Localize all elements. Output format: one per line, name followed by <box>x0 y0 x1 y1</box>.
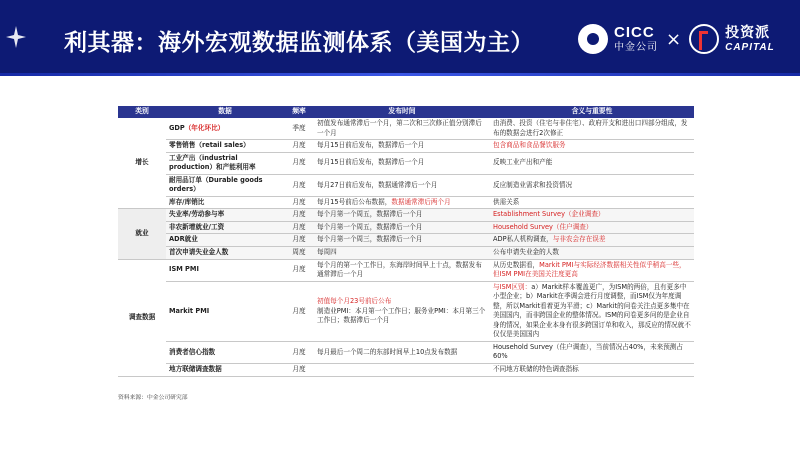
cicc-logo-icon <box>578 24 608 54</box>
indicator-name: 耐用品订单（Durable goods orders） <box>169 175 263 194</box>
meaning-text: ADP私人机构调查， <box>493 235 553 244</box>
release-text: 每月最后一个周二的东部时间早上10点发布数据 <box>317 347 458 356</box>
meaning-cell <box>490 221 694 234</box>
release-text: 每月15号前后公布数据， <box>317 197 392 206</box>
indicator-name-cell <box>166 196 284 209</box>
release-time-cell <box>314 364 490 377</box>
release-text: 每个月第一个周三，数据滞后一个月 <box>317 235 423 244</box>
frequency-cell: 月度 <box>284 140 314 153</box>
meaning-text: 由消费、投资（住宅与非住宅）、政府开支和进出口四部分组成，发布的数据会进行2次修正 <box>493 119 688 137</box>
indicator-name: 零售销售（retail sales） <box>169 141 250 150</box>
meaning-text: Establishment Survey（企业调查） <box>493 210 605 219</box>
category-cell: 增长 <box>118 118 166 209</box>
table-row <box>118 196 694 209</box>
release-text: 每月15日前后发布，数据滞后一个月 <box>317 158 425 167</box>
indicator-name-cell <box>166 234 284 247</box>
meaning-cell <box>490 174 694 196</box>
frequency-cell: 月度 <box>284 152 314 174</box>
release-time-cell <box>314 247 490 260</box>
meaning-cell <box>490 209 694 222</box>
meaning-text: 从历史数据看， <box>493 260 540 269</box>
table-row <box>118 259 694 281</box>
table-row <box>118 341 694 363</box>
indicator-name: Markit PMI <box>169 306 210 315</box>
indicator-name-cell <box>166 221 284 234</box>
release-text: 每周四 <box>317 248 337 257</box>
table-row <box>118 174 694 196</box>
cicc-name-zh: 中金公司 <box>614 42 658 53</box>
release-time-cell <box>314 174 490 196</box>
meaning-cell <box>490 234 694 247</box>
logo-group <box>578 22 775 56</box>
release-time-cell <box>314 209 490 222</box>
meaning-highlight: Markit PMI与实际经济数据相关性似乎稍高一些，但ISM PMI在美国关注度更高 <box>493 260 686 279</box>
header-release-time: 发布时间 <box>314 106 490 118</box>
indicator-name: 地方联储调查数据 <box>169 365 222 374</box>
header-category: 类别 <box>118 106 166 118</box>
meaning-cell <box>490 341 694 363</box>
frequency-cell: 月度 <box>284 364 314 377</box>
indicator-name: 库存/库销比 <box>169 197 205 206</box>
frequency-cell: 月度 <box>284 196 314 209</box>
indicator-name-note: （年化环比） <box>184 123 225 132</box>
indicator-name-cell <box>166 247 284 260</box>
meaning-cell <box>490 118 694 140</box>
frequency-cell: 周度 <box>284 247 314 260</box>
meaning-highlight: 与非农会存在误差 <box>552 235 606 244</box>
release-time-cell <box>314 259 490 281</box>
indicator-name-cell <box>166 152 284 174</box>
table-row <box>118 281 694 341</box>
header-frequency: 频率 <box>284 106 314 118</box>
meaning-cell <box>490 364 694 377</box>
release-text: 每个月第一个周五，数据滞后一个月 <box>317 210 423 219</box>
release-time-cell <box>314 152 490 174</box>
release-time-cell <box>314 196 490 209</box>
indicator-name-cell <box>166 341 284 363</box>
release-text: 每月15日前后发布，数据滞后一个月 <box>317 141 425 150</box>
frequency-cell: 月度 <box>284 259 314 281</box>
meaning-cell <box>490 196 694 209</box>
indicator-name-cell <box>166 174 284 196</box>
release-time-cell <box>314 140 490 153</box>
frequency-cell: 月度 <box>284 341 314 363</box>
capital-name-zh: 投资派 <box>725 24 771 41</box>
capital-logo-icon <box>689 24 719 54</box>
table-body <box>118 118 694 376</box>
release-time-cell <box>314 234 490 247</box>
meaning-cell <box>490 140 694 153</box>
times-symbol: × <box>666 28 682 50</box>
indicator-name-cell <box>166 118 284 140</box>
release-highlight: 数据通常滞后两个月 <box>391 197 451 206</box>
indicator-name-cell <box>166 281 284 341</box>
indicator-name: 消费者信心指数 <box>169 347 216 356</box>
frequency-cell: 月度 <box>284 174 314 196</box>
header-meaning: 含义与重要性 <box>490 106 694 118</box>
meaning-text: Household Survey（住户调查） <box>493 222 593 231</box>
indicator-table-container <box>118 106 694 377</box>
indicator-name-cell <box>166 209 284 222</box>
cicc-logo-text <box>614 25 658 53</box>
meaning-text: Household Survey（住户调查），当前情况占40%，未来预测占60% <box>493 342 683 361</box>
table-header-row <box>118 106 694 118</box>
capital-logo-text <box>725 26 775 53</box>
release-text: 初值发布通常滞后一个月，第二次和三次修正值分别滞后一个月 <box>317 119 482 137</box>
cicc-name-en: CICC <box>614 24 655 41</box>
release-time-cell <box>314 281 490 341</box>
frequency-cell: 月度 <box>284 281 314 341</box>
indicator-name: ADR就业 <box>169 235 198 244</box>
capital-name-en: CAPITAL <box>725 41 775 53</box>
meaning-cell <box>490 152 694 174</box>
indicator-name-cell <box>166 259 284 281</box>
meaning-highlight: 与ISM区别： <box>493 282 532 291</box>
release-text: 每个月的第一个工作日，东海岸时间早上十点，数据发布通常滞后一个月 <box>317 260 482 279</box>
indicator-name: GDP <box>169 123 185 132</box>
table-row <box>118 234 694 247</box>
category-cell: 就业 <box>118 209 166 259</box>
table-row <box>118 152 694 174</box>
release-time-cell <box>314 118 490 140</box>
release-text: 每个月第一个周五，数据滞后一个月 <box>317 222 423 231</box>
release-time-cell <box>314 341 490 363</box>
table-row <box>118 364 694 377</box>
header-banner <box>0 0 800 76</box>
frequency-cell: 季度 <box>284 118 314 140</box>
meaning-cell <box>490 259 694 281</box>
release-time-cell <box>314 221 490 234</box>
table-row <box>118 221 694 234</box>
indicator-name-cell <box>166 140 284 153</box>
release-text: 每月27日前后发布，数据通常滞后一个月 <box>317 180 438 189</box>
meaning-text: 包含商品和食品餐饮服务 <box>493 141 566 150</box>
table-row <box>118 140 694 153</box>
release-text: 制造业PMI：本月第一个工作日；服务业PMI：本月第三个工作日；数据滞后一个月 <box>317 306 486 325</box>
meaning-text: 反应制造业需求和投资情况 <box>493 180 573 189</box>
meaning-text: 供需关系 <box>493 197 520 206</box>
frequency-cell: 月度 <box>284 209 314 222</box>
indicator-name: 首次申请失业金人数 <box>169 248 229 257</box>
release-highlight: 初值每个月23号前后公布 <box>317 296 392 305</box>
meaning-text: 反映工业产出和产能 <box>493 158 553 167</box>
indicator-table <box>118 106 694 377</box>
table-row <box>118 118 694 140</box>
category-cell: 调查数据 <box>118 259 166 376</box>
meaning-text: 不同地方联储的特色调查指标 <box>493 365 579 374</box>
slide-title: 利其器：海外宏观数据监测体系（美国为主） <box>64 30 534 56</box>
header-divider <box>0 73 800 76</box>
header-data: 数据 <box>166 106 284 118</box>
indicator-name: 失业率/劳动参与率 <box>169 210 225 219</box>
meaning-cell <box>490 281 694 341</box>
indicator-name-cell <box>166 364 284 377</box>
table-row <box>118 209 694 222</box>
indicator-name: 非农新增就业/工资 <box>169 222 225 231</box>
indicator-name: ISM PMI <box>169 265 199 274</box>
source-note: 资料来源：中金公司研究部 <box>118 395 188 401</box>
indicator-name: 工业产出（industrial production）和产能利用率 <box>169 153 256 172</box>
meaning-text: 公布申请失业金的人数 <box>493 248 559 257</box>
sparkle-icon <box>6 26 26 48</box>
meaning-cell <box>490 247 694 260</box>
meaning-text: a）Markit样本覆盖更广，为ISM的两倍，且有更多中小型企业；b）Markit在季调会进行月度调整，而ISM仅为年度调整，所以Markit看着更为平滑；c）Markit的问卷关注点更多集中在美国国内，而非跨国企业的整体情况。ISM的问卷更多问的是企业自身的情况，如果企业本身有很多跨国订单和收入，那反应的情况就不仅仅是美国国内 <box>493 282 691 339</box>
frequency-cell: 月度 <box>284 234 314 247</box>
table-row <box>118 247 694 260</box>
frequency-cell: 月度 <box>284 221 314 234</box>
